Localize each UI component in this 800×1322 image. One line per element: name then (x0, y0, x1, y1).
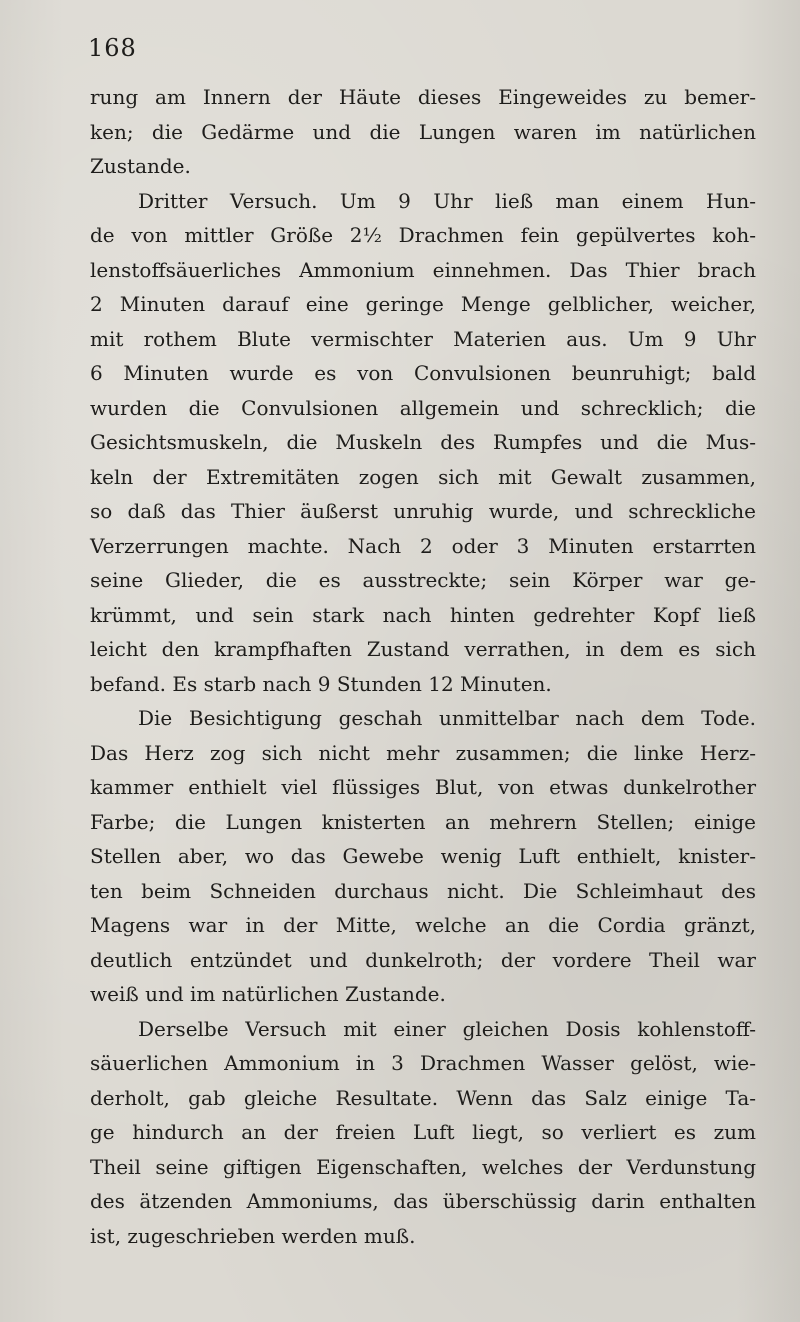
text-line: rung am Innern der Häute dieses Eingeweides zu bemer- (90, 85, 756, 109)
text-line: Die Besichtigung geschah unmittelbar nach dem Tode. (138, 706, 756, 730)
text-line: Derselbe Versuch mit einer gleichen Dosis kohlenstoff- (138, 1016, 756, 1041)
text-line: lenstoffsäuerliches Ammonium einnehmen. Das Thier brach (90, 257, 756, 282)
text-line: leicht den krampfhaften Zustand verrathen, in dem es sich (90, 637, 756, 661)
text-line: Das Herz zog sich nicht mehr zusammen; die linke Herz- (90, 740, 756, 765)
text-line: wurden die Convulsionen allgemein und schrecklich; die (90, 395, 756, 420)
text-line: kammer enthielt viel flüssiges Blut, von etwas dunkelrother (90, 775, 756, 799)
text-line: ten beim Schneiden durchaus nicht. Die Schleimhaut des (90, 878, 756, 903)
text-line: weiß und im natürlichen Zustande. (90, 982, 446, 1006)
text-line: Gesichtsmuskeln, die Muskeln des Rumpfes und die Mus- (90, 430, 756, 454)
text-line: Theil seine giftigen Eigenschaften, welches der Verdunstung (90, 1154, 756, 1179)
text-line: deutlich entzündet und dunkelroth; der vordere Theil war (90, 947, 756, 972)
text-line: ge hindurch an der freien Luft liegt, so verliert es zum (90, 1120, 756, 1144)
page-number: 168 (88, 34, 137, 62)
text-line: Zustande. (90, 154, 191, 178)
text-line: 6 Minuten wurde es von Convulsionen beunruhigt; bald (90, 361, 756, 385)
text-line: krümmt, und sein stark nach hinten gedrehter Kopf ließ (90, 602, 756, 627)
body-text (90, 80, 756, 1253)
text-line: Magens war in der Mitte, welche an die Cordia gränzt, (90, 913, 756, 937)
text-line: ist, zugeschrieben werden muß. (90, 1223, 416, 1248)
text-line: keln der Extremitäten zogen sich mit Gewalt zusammen, (90, 464, 756, 489)
text-line: derholt, gab gleiche Resultate. Wenn das Salz einige Ta- (90, 1085, 756, 1110)
text-line: befand. Es starb nach 9 Stunden 12 Minuten. (90, 671, 552, 696)
text-line: ken; die Gedärme und die Lungen waren im natürlichen (90, 119, 756, 144)
text-line: Farbe; die Lungen knisterten an mehrern Stellen; einige (90, 809, 756, 834)
text-line: 2 Minuten darauf eine geringe Menge gelblicher, weicher, (90, 292, 756, 316)
text-line: de von mittler Größe 2½ Drachmen fein gepülvertes koh- (90, 223, 756, 247)
text-line: seine Glieder, die es ausstreckte; sein Körper war ge- (90, 568, 756, 592)
text-line: Stellen aber, wo das Gewebe wenig Luft enthielt, knister- (90, 844, 756, 868)
text-line: mit rothem Blute vermischter Materien aus. Um 9 Uhr (90, 326, 756, 351)
text-line: Dritter Versuch. Um 9 Uhr ließ man einem Hun- (138, 188, 756, 213)
text-line: des ätzenden Ammoniums, das überschüssig darin enthalten (90, 1189, 756, 1213)
text-line: säuerlichen Ammonium in 3 Drachmen Wasser gelöst, wie- (90, 1051, 756, 1075)
text-line: so daß das Thier äußerst unruhig wurde, und schreckliche (90, 499, 756, 523)
text-line: Verzerrungen machte. Nach 2 oder 3 Minuten erstarrten (90, 533, 756, 558)
